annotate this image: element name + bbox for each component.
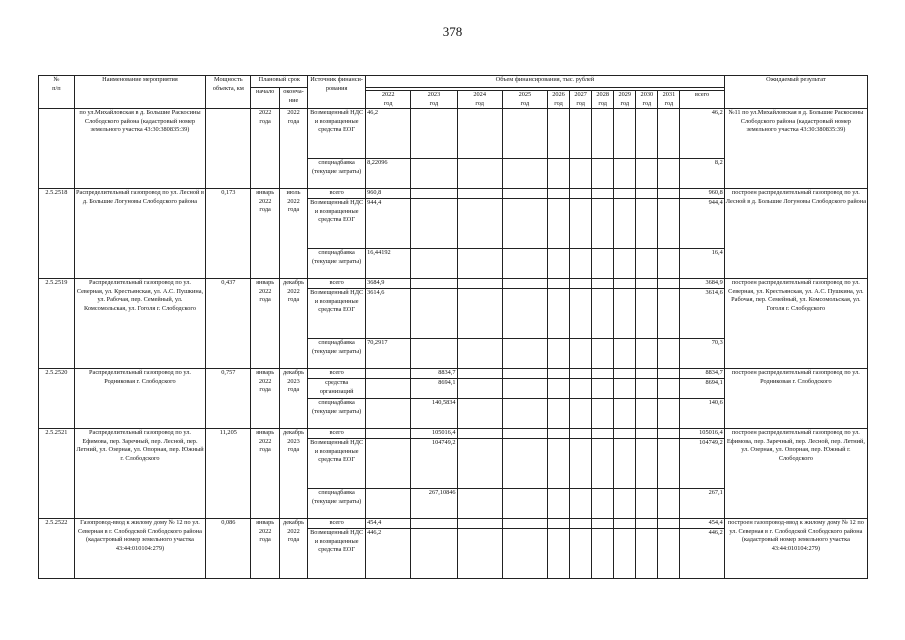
- row-result: построен распределительный газопровод по ул. Ефимова, пер. Заречный, пер. Лесной, пер. Летний, ул. Озерная, ул. Опорная, пер. Южный г. Слободского: [724, 429, 867, 519]
- row-name: Распределительный газопровод по ул. Северная, ул. Крестьянская, ул. А.С. Пушкина, ул. Рабочая, пер. Семейный, ул. Комсомольская, ул. Гоголя г. Слободского: [74, 279, 205, 369]
- row-start: январь 2022 года: [251, 519, 279, 579]
- row-name: Распределительный газопровод по ул. Родниковая г. Слободского: [74, 369, 205, 429]
- row-value-2023: [411, 199, 457, 249]
- row-value-empty: [502, 519, 547, 529]
- row-value-2023: [411, 339, 457, 369]
- row-value-empty: [614, 529, 636, 579]
- row-value-empty: [592, 279, 614, 289]
- row-value-empty: [614, 189, 636, 199]
- row-total: 16,4: [680, 249, 724, 279]
- row-value-empty: [592, 439, 614, 489]
- row-value-empty: [570, 379, 592, 399]
- row-value-empty: [658, 279, 680, 289]
- row-source: спецнадбавка (текущие затраты): [308, 249, 366, 279]
- row-value-empty: [658, 439, 680, 489]
- row-value-2022: 960,8: [366, 189, 411, 199]
- row-value-empty: [592, 429, 614, 439]
- row-source: Возмещенный НДС и возвращенные средства ЕОГ: [308, 109, 366, 159]
- row-source: спецнадбавка (текущие затраты): [308, 399, 366, 429]
- header-year: 2026 год: [548, 91, 570, 109]
- row-value-empty: [457, 339, 502, 369]
- header-year: 2023 год: [411, 91, 457, 109]
- row-source: средства организаций: [308, 379, 366, 399]
- row-value-2023: 8694,1: [411, 379, 457, 399]
- row-value-empty: [592, 159, 614, 189]
- row-value-empty: [570, 399, 592, 429]
- row-value-empty: [548, 109, 570, 159]
- row-value-2022: 3684,9: [366, 279, 411, 289]
- header-year: 2027 год: [570, 91, 592, 109]
- row-value-empty: [570, 159, 592, 189]
- row-value-empty: [658, 429, 680, 439]
- row-value-empty: [457, 109, 502, 159]
- row-value-empty: [636, 159, 658, 189]
- row-result: построен газопровод-ввод к жилому дому № 12 по ул. Северная в г. Слободской Слободского района (кадастровый номер земельного участка 43:44:010104:279): [724, 519, 867, 579]
- row-source: всего: [308, 189, 366, 199]
- row-value-2023: 8834,7: [411, 369, 457, 379]
- row-value-empty: [592, 529, 614, 579]
- row-value-2022: [366, 399, 411, 429]
- row-capacity: [206, 109, 251, 189]
- row-value-empty: [570, 369, 592, 379]
- header-year: 2031 год: [658, 91, 680, 109]
- row-start: январь 2022 года: [251, 279, 279, 369]
- row-value-empty: [502, 429, 547, 439]
- row-value-empty: [457, 159, 502, 189]
- row-total: 104749,2: [680, 439, 724, 489]
- row-total: 140,6: [680, 399, 724, 429]
- row-value-empty: [614, 289, 636, 339]
- row-value-empty: [502, 279, 547, 289]
- row-total: 960,8: [680, 189, 724, 199]
- row-value-empty: [592, 199, 614, 249]
- header-year: 2022 год: [366, 91, 411, 109]
- row-value-empty: [614, 489, 636, 519]
- row-source: спецнадбавка (текущие затраты): [308, 489, 366, 519]
- row-source: всего: [308, 369, 366, 379]
- row-capacity: 0,437: [206, 279, 251, 369]
- row-value-empty: [457, 399, 502, 429]
- row-value-empty: [614, 199, 636, 249]
- row-num: 2.5.2520: [39, 369, 75, 429]
- row-value-2022: 446,2: [366, 529, 411, 579]
- row-source: спецнадбавка (текущие затраты): [308, 339, 366, 369]
- row-total: 8,2: [680, 159, 724, 189]
- row-value-empty: [592, 489, 614, 519]
- row-value-empty: [658, 529, 680, 579]
- table-row: [39, 369, 868, 379]
- row-value-empty: [502, 489, 547, 519]
- row-value-empty: [457, 249, 502, 279]
- row-value-empty: [636, 199, 658, 249]
- row-value-empty: [502, 379, 547, 399]
- row-value-2022: [366, 429, 411, 439]
- row-value-empty: [592, 109, 614, 159]
- row-value-empty: [457, 189, 502, 199]
- row-value-empty: [592, 339, 614, 369]
- row-value-empty: [658, 159, 680, 189]
- row-value-empty: [457, 429, 502, 439]
- row-value-empty: [457, 519, 502, 529]
- row-name: по ул.Михайловская в д. Большие Раскосины Слободского района (кадастровый номер земельного участка 43:30:380835:39): [74, 109, 205, 189]
- header-result: Ожидаемый результат: [724, 76, 867, 109]
- row-total: 3614,6: [680, 289, 724, 339]
- row-value-empty: [502, 199, 547, 249]
- row-total: 267,1: [680, 489, 724, 519]
- row-value-empty: [636, 489, 658, 519]
- row-total: 105016,4: [680, 429, 724, 439]
- header-volume: Объем финансирования, тыс. рублей: [366, 76, 725, 88]
- row-value-2022: 70,2917: [366, 339, 411, 369]
- row-value-empty: [592, 399, 614, 429]
- row-value-2022: [366, 369, 411, 379]
- header-end: оконча- ние: [279, 88, 307, 109]
- row-value-empty: [614, 249, 636, 279]
- row-value-empty: [658, 379, 680, 399]
- row-total: 454,4: [680, 519, 724, 529]
- row-value-empty: [614, 379, 636, 399]
- row-capacity: 0,086: [206, 519, 251, 579]
- row-value-empty: [592, 369, 614, 379]
- row-result: построен распределительный газопровод по ул. Северная, ул. Крестьянская, ул. А.С. Пушкина, ул. Рабочая, пер. Семейный, ул. Комсомольская, ул. Гоголя г. Слободского: [724, 279, 867, 369]
- row-value-empty: [457, 529, 502, 579]
- row-total: 8694,1: [680, 379, 724, 399]
- row-value-empty: [502, 289, 547, 339]
- row-value-empty: [457, 489, 502, 519]
- row-value-empty: [457, 199, 502, 249]
- table-row: [39, 109, 868, 159]
- row-source: Возмещенный НДС и возвращенные средства ЕОГ: [308, 289, 366, 339]
- row-value-empty: [592, 249, 614, 279]
- row-value-2023: [411, 289, 457, 339]
- header-name: Наименование мероприятия: [74, 76, 205, 109]
- row-total: 446,2: [680, 529, 724, 579]
- row-value-empty: [502, 249, 547, 279]
- row-value-empty: [636, 399, 658, 429]
- row-value-2023: [411, 159, 457, 189]
- row-value-empty: [548, 429, 570, 439]
- table-row: [39, 519, 868, 529]
- row-value-2023: [411, 529, 457, 579]
- row-value-empty: [570, 339, 592, 369]
- row-value-empty: [614, 339, 636, 369]
- row-capacity: 0,173: [206, 189, 251, 279]
- row-value-empty: [614, 279, 636, 289]
- row-value-2023: 104749,2: [411, 439, 457, 489]
- row-start: 2022 года: [251, 109, 279, 189]
- row-value-2023: [411, 249, 457, 279]
- row-value-empty: [658, 199, 680, 249]
- row-start: январь 2022 года: [251, 429, 279, 519]
- row-value-empty: [570, 189, 592, 199]
- row-value-empty: [570, 109, 592, 159]
- header-period: Плановый срок: [251, 76, 308, 88]
- row-value-2023: 267,10846: [411, 489, 457, 519]
- row-source: Возмещенный НДС и возвращенные средства ЕОГ: [308, 439, 366, 489]
- row-num: 2.5.2521: [39, 429, 75, 519]
- row-end: июль 2022 года: [279, 189, 307, 279]
- header-total: всего: [680, 91, 724, 109]
- row-value-empty: [592, 189, 614, 199]
- row-value-2022: [366, 439, 411, 489]
- row-num: 2.5.2519: [39, 279, 75, 369]
- row-value-empty: [614, 109, 636, 159]
- header-source: Источник финанси- рования: [308, 76, 366, 109]
- row-value-empty: [614, 429, 636, 439]
- row-value-2023: [411, 189, 457, 199]
- row-value-empty: [570, 439, 592, 489]
- row-value-empty: [457, 369, 502, 379]
- row-value-empty: [548, 249, 570, 279]
- row-value-2022: [366, 379, 411, 399]
- row-source: Возмещенный НДС и возвращенные средства ЕОГ: [308, 199, 366, 249]
- row-capacity: 0,757: [206, 369, 251, 429]
- header-year: 2025 год: [502, 91, 547, 109]
- row-num: [39, 109, 75, 189]
- row-end: 2022 года: [279, 109, 307, 189]
- table-header: [39, 76, 868, 109]
- row-value-2022: 16,44192: [366, 249, 411, 279]
- row-value-empty: [548, 399, 570, 429]
- header-year: 2029 год: [614, 91, 636, 109]
- row-value-empty: [592, 289, 614, 339]
- row-value-empty: [570, 529, 592, 579]
- row-value-empty: [636, 379, 658, 399]
- table-row: [39, 429, 868, 439]
- row-value-empty: [636, 369, 658, 379]
- row-result: построен распределительный газопровод по ул. Родниковая г. Слободского: [724, 369, 867, 429]
- row-value-empty: [658, 369, 680, 379]
- row-value-2023: [411, 109, 457, 159]
- row-value-empty: [636, 339, 658, 369]
- row-total: 8834,7: [680, 369, 724, 379]
- row-value-empty: [502, 339, 547, 369]
- row-value-empty: [658, 249, 680, 279]
- row-value-empty: [548, 339, 570, 369]
- row-value-empty: [658, 109, 680, 159]
- row-value-empty: [636, 529, 658, 579]
- row-result: построен распределительный газопровод по ул. Лесной в д. Большие Логуновы Слободского района: [724, 189, 867, 279]
- row-value-empty: [502, 439, 547, 489]
- row-value-empty: [570, 289, 592, 339]
- row-value-empty: [636, 279, 658, 289]
- row-value-2023: [411, 519, 457, 529]
- row-value-2023: 140,5834: [411, 399, 457, 429]
- row-value-empty: [502, 189, 547, 199]
- row-value-empty: [457, 379, 502, 399]
- row-end: декабрь 2022 года: [279, 519, 307, 579]
- row-source: спецнадбавка (текущие затраты): [308, 159, 366, 189]
- row-total: 944,4: [680, 199, 724, 249]
- row-value-empty: [570, 279, 592, 289]
- row-value-empty: [658, 339, 680, 369]
- row-value-2022: 944,4: [366, 199, 411, 249]
- row-value-empty: [636, 439, 658, 489]
- financing-table: [38, 75, 868, 579]
- row-total: 70,3: [680, 339, 724, 369]
- row-value-empty: [614, 369, 636, 379]
- row-num: 2.5.2518: [39, 189, 75, 279]
- row-value-empty: [457, 439, 502, 489]
- row-total: 3684,9: [680, 279, 724, 289]
- header-year: 2024 год: [457, 91, 502, 109]
- row-value-2022: 3614,6: [366, 289, 411, 339]
- row-value-empty: [548, 289, 570, 339]
- header-num: № п/п: [39, 76, 75, 109]
- row-value-empty: [636, 109, 658, 159]
- row-value-empty: [457, 279, 502, 289]
- row-value-2022: [366, 489, 411, 519]
- row-value-empty: [548, 519, 570, 529]
- row-value-2022: 8,22096: [366, 159, 411, 189]
- row-end: декабрь 2022 года: [279, 279, 307, 369]
- row-value-empty: [636, 429, 658, 439]
- row-value-empty: [502, 399, 547, 429]
- row-value-empty: [548, 189, 570, 199]
- row-value-empty: [502, 369, 547, 379]
- row-name: Распределительный газопровод по ул. Лесной в д. Большие Логуновы Слободского района: [74, 189, 205, 279]
- row-start: январь 2022 года: [251, 189, 279, 279]
- row-value-empty: [548, 279, 570, 289]
- row-value-empty: [570, 249, 592, 279]
- row-total: 46,2: [680, 109, 724, 159]
- row-value-empty: [658, 489, 680, 519]
- row-value-empty: [570, 489, 592, 519]
- row-value-2023: 105016,4: [411, 429, 457, 439]
- row-value-empty: [548, 199, 570, 249]
- row-value-empty: [570, 519, 592, 529]
- row-source: всего: [308, 429, 366, 439]
- row-value-empty: [502, 529, 547, 579]
- row-value-empty: [636, 249, 658, 279]
- table-row: [39, 279, 868, 289]
- page-number: 378: [442, 24, 463, 39]
- row-value-2022: 454,4: [366, 519, 411, 529]
- row-value-empty: [548, 529, 570, 579]
- row-value-empty: [548, 369, 570, 379]
- row-name: Газопровод-ввод к жилому дому № 12 по ул. Северная в г. Слободской Слободского района (кадастровый номер земельного участка 43:44:010104:279): [74, 519, 205, 579]
- header-start: начало: [251, 88, 279, 109]
- row-value-empty: [502, 109, 547, 159]
- row-start: январь 2022 года: [251, 369, 279, 429]
- row-value-empty: [614, 399, 636, 429]
- row-value-empty: [614, 519, 636, 529]
- row-source: всего: [308, 279, 366, 289]
- table-row: [39, 189, 868, 199]
- row-value-empty: [658, 289, 680, 339]
- header-year: 2028 год: [592, 91, 614, 109]
- row-value-empty: [548, 489, 570, 519]
- row-value-empty: [658, 519, 680, 529]
- row-value-empty: [592, 519, 614, 529]
- row-end: декабрь 2023 года: [279, 369, 307, 429]
- row-value-empty: [636, 289, 658, 339]
- row-value-empty: [502, 159, 547, 189]
- row-value-2023: [411, 279, 457, 289]
- row-source: Возмещенный НДС и возвращенные средства ЕОГ: [308, 529, 366, 579]
- row-source: всего: [308, 519, 366, 529]
- row-value-empty: [614, 159, 636, 189]
- row-value-empty: [570, 199, 592, 249]
- row-value-empty: [636, 189, 658, 199]
- row-value-empty: [548, 379, 570, 399]
- row-value-empty: [548, 439, 570, 489]
- header-year: 2030 год: [636, 91, 658, 109]
- row-value-empty: [570, 429, 592, 439]
- row-value-empty: [636, 519, 658, 529]
- row-value-empty: [658, 189, 680, 199]
- header-capacity: Мощность объекта, км: [206, 76, 251, 109]
- row-num: 2.5.2522: [39, 519, 75, 579]
- table-body: [39, 109, 868, 579]
- row-value-empty: [658, 399, 680, 429]
- row-value-empty: [548, 159, 570, 189]
- row-value-empty: [614, 439, 636, 489]
- row-value-2022: 46,2: [366, 109, 411, 159]
- row-name: Распределительный газопровод по ул. Ефимова, пер. Заречный, пер. Лесной, пер. Летний, ул. Озерная, ул. Опорная, пер. Южный г. Слободского: [74, 429, 205, 519]
- row-result: №11 по ул.Михайловская в д. Большие Раскосины Слободского района (кадастровый номер земельного участка 43:30:380835:39): [724, 109, 867, 189]
- row-value-empty: [592, 379, 614, 399]
- row-value-empty: [457, 289, 502, 339]
- row-end: декабрь 2023 года: [279, 429, 307, 519]
- row-capacity: 11,205: [206, 429, 251, 519]
